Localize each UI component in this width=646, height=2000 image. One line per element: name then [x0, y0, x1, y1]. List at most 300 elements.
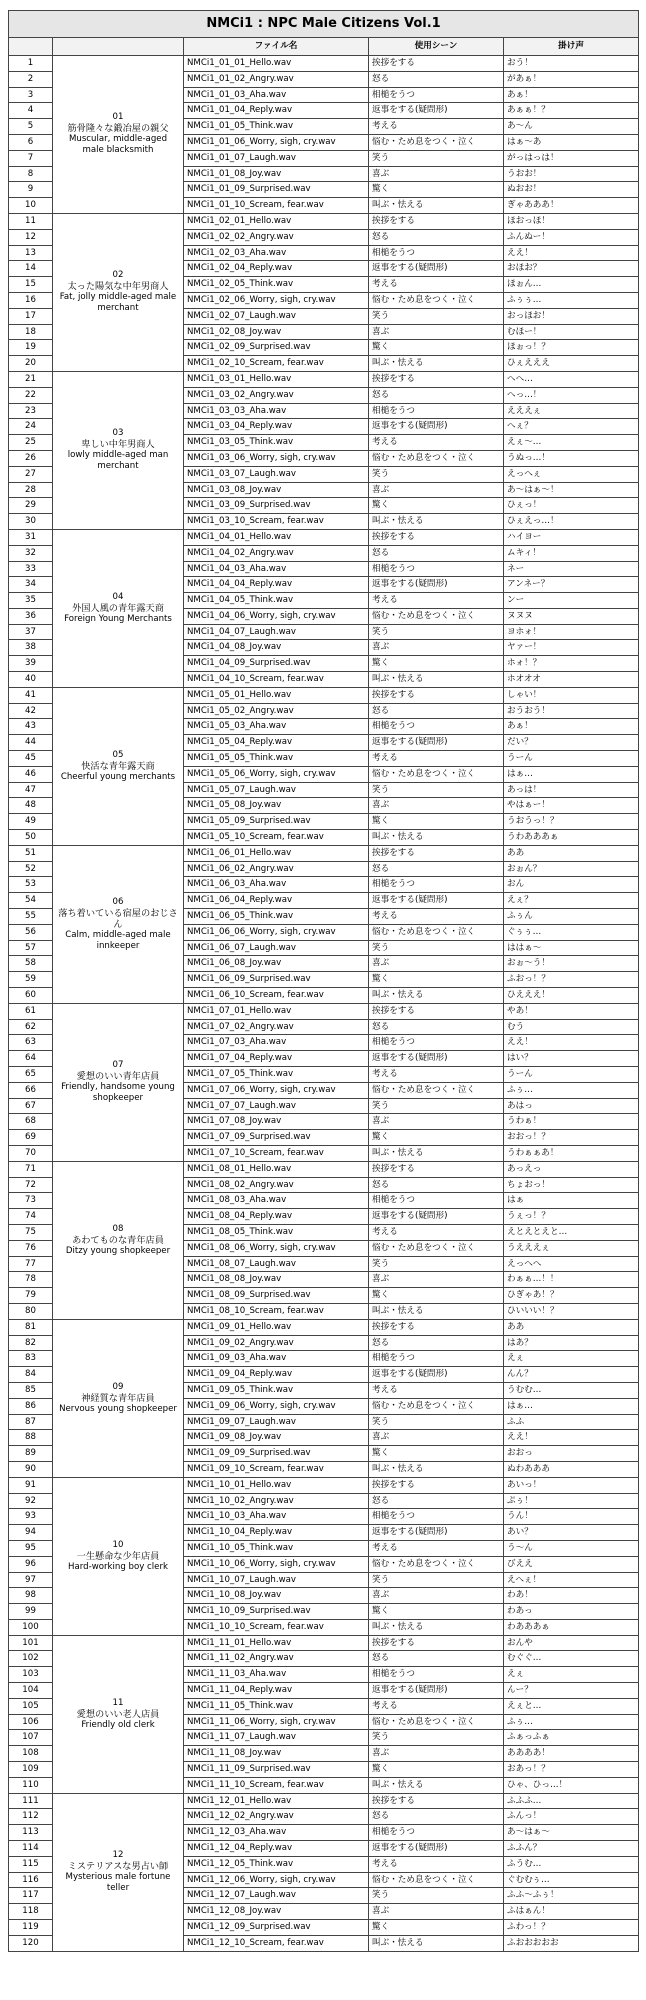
usage-scene: 驚く [369, 814, 504, 830]
usage-scene: 叫ぶ・怯える [369, 830, 504, 846]
usage-scene: 喜ぶ [369, 956, 504, 972]
voice-line: ヤァー！ [504, 640, 639, 656]
voice-line: ふふ [504, 1414, 639, 1430]
group-name-en: Hard-working boy clerk [68, 1561, 168, 1572]
voice-line: わあああぁ [504, 1619, 639, 1635]
voice-line: はあ？ [504, 1335, 639, 1351]
usage-scene: 驚く [369, 1604, 504, 1620]
character-group [53, 1161, 184, 1319]
file-name: NMCi1_11_08_Joy.wav [184, 1746, 369, 1762]
title-row [9, 11, 639, 38]
file-name: NMCi1_12_09_Surprised.wav [184, 1920, 369, 1936]
row-number: 114 [9, 1841, 53, 1857]
file-name: NMCi1_08_06_Worry, sigh, cry.wav [184, 1240, 369, 1256]
row-number: 77 [9, 1256, 53, 1272]
character-group [53, 1635, 184, 1793]
usage-scene: 叫ぶ・怯える [369, 198, 504, 214]
usage-scene: 怒る [369, 71, 504, 87]
character-group [53, 1003, 184, 1161]
row-number: 117 [9, 1888, 53, 1904]
voice-line: あぁぁ！？ [504, 103, 639, 119]
file-name: NMCi1_12_08_Joy.wav [184, 1904, 369, 1920]
file-name: NMCi1_01_01_Hello.wav [184, 56, 369, 72]
file-name: NMCi1_08_01_Hello.wav [184, 1161, 369, 1177]
voice-line: ふぅ… [504, 1082, 639, 1098]
voice-line: ふおっ！？ [504, 972, 639, 988]
usage-scene: 返事をする(疑問形) [369, 893, 504, 909]
row-number: 61 [9, 1003, 53, 1019]
usage-scene: 怒る [369, 1493, 504, 1509]
row-number: 73 [9, 1193, 53, 1209]
voice-line: ええ！ [504, 1035, 639, 1051]
file-name: NMCi1_06_08_Joy.wav [184, 956, 369, 972]
usage-scene: 笑う [369, 1256, 504, 1272]
group-name-en: Foreign Young Merchants [64, 613, 172, 624]
usage-scene: 挨拶をする [369, 56, 504, 72]
row-number: 96 [9, 1556, 53, 1572]
row-number: 71 [9, 1161, 53, 1177]
row-number: 17 [9, 308, 53, 324]
voice-line: ひぇえええ [504, 356, 639, 372]
file-name: NMCi1_08_02_Angry.wav [184, 1177, 369, 1193]
row-number: 104 [9, 1683, 53, 1699]
voice-line: ひぎゃあ！？ [504, 1288, 639, 1304]
usage-scene: 相槌をうつ [369, 245, 504, 261]
usage-scene: 叫ぶ・怯える [369, 988, 504, 1004]
file-name: NMCi1_11_01_Hello.wav [184, 1635, 369, 1651]
group-name-en: lowly middle-aged man merchant [67, 450, 169, 472]
voice-list-table [8, 10, 639, 1952]
file-name: NMCi1_08_07_Laugh.wav [184, 1256, 369, 1272]
row-number: 35 [9, 593, 53, 609]
usage-scene: 挨拶をする [369, 1793, 504, 1809]
usage-scene: 叫ぶ・怯える [369, 1145, 504, 1161]
usage-scene: 笑う [369, 1572, 504, 1588]
row-number: 76 [9, 1240, 53, 1256]
file-name: NMCi1_12_06_Worry, sigh, cry.wav [184, 1872, 369, 1888]
file-name: NMCi1_07_03_Aha.wav [184, 1035, 369, 1051]
usage-scene: 驚く [369, 340, 504, 356]
file-name: NMCi1_09_04_Reply.wav [184, 1367, 369, 1383]
usage-scene: 考える [369, 277, 504, 293]
voice-line: あ〜はぁ〜！ [504, 482, 639, 498]
file-name: NMCi1_06_02_Angry.wav [184, 861, 369, 877]
voice-line: ふぅん [504, 909, 639, 925]
file-name: NMCi1_10_07_Laugh.wav [184, 1572, 369, 1588]
usage-scene: 喜ぶ [369, 1272, 504, 1288]
row-number: 21 [9, 371, 53, 387]
file-name: NMCi1_01_05_Think.wav [184, 119, 369, 135]
usage-scene: 返事をする(疑問形) [369, 103, 504, 119]
voice-line: ふふん？ [504, 1841, 639, 1857]
row-number: 38 [9, 640, 53, 656]
usage-scene: 挨拶をする [369, 845, 504, 861]
voice-line: うわあああぁ [504, 830, 639, 846]
file-name: NMCi1_08_10_Scream, fear.wav [184, 1303, 369, 1319]
file-name: NMCi1_09_05_Think.wav [184, 1382, 369, 1398]
table-row [9, 1319, 639, 1335]
header-voice: 掛け声 [504, 38, 639, 56]
file-name: NMCi1_02_06_Worry, sigh, cry.wav [184, 292, 369, 308]
voice-line: はぁ [504, 1193, 639, 1209]
usage-scene: 叫ぶ・怯える [369, 1777, 504, 1793]
usage-scene: 考える [369, 1382, 504, 1398]
usage-scene: 相槌をうつ [369, 87, 504, 103]
file-name: NMCi1_06_07_Laugh.wav [184, 940, 369, 956]
row-number: 112 [9, 1809, 53, 1825]
usage-scene: 相槌をうつ [369, 1509, 504, 1525]
group-number: 08 [112, 1223, 124, 1234]
usage-scene: 驚く [369, 182, 504, 198]
voice-line: ヌヌヌ [504, 608, 639, 624]
row-number: 40 [9, 672, 53, 688]
row-number: 64 [9, 1051, 53, 1067]
voice-line: おっほお！ [504, 308, 639, 324]
voice-line: えへぇ！ [504, 1572, 639, 1588]
voice-line: やあ！ [504, 1003, 639, 1019]
voice-line: ふぅぅ… [504, 292, 639, 308]
voice-line: だい？ [504, 735, 639, 751]
file-name: NMCi1_10_03_Aha.wav [184, 1509, 369, 1525]
file-name: NMCi1_02_07_Laugh.wav [184, 308, 369, 324]
voice-line: えぇ [504, 1667, 639, 1683]
voice-line: ぐむむぅ… [504, 1872, 639, 1888]
group-number: 07 [112, 1060, 124, 1071]
group-number: 04 [112, 591, 124, 602]
voice-line: うん！ [504, 1509, 639, 1525]
row-number: 86 [9, 1398, 53, 1414]
row-number: 49 [9, 814, 53, 830]
row-number: 81 [9, 1319, 53, 1335]
group-name-en: Cheerful young merchants [60, 771, 176, 782]
row-number: 119 [9, 1920, 53, 1936]
row-number: 110 [9, 1777, 53, 1793]
file-name: NMCi1_02_04_Reply.wav [184, 261, 369, 277]
file-name: NMCi1_03_06_Worry, sigh, cry.wav [184, 450, 369, 466]
usage-scene: 返事をする(疑問形) [369, 577, 504, 593]
usage-scene: 挨拶をする [369, 1161, 504, 1177]
usage-scene: 悩む・ため息をつく・泣く [369, 1398, 504, 1414]
voice-line: えええぇ [504, 403, 639, 419]
character-group [53, 1319, 184, 1477]
row-number: 18 [9, 324, 53, 340]
voice-line: ちょおっ！ [504, 1177, 639, 1193]
usage-scene: 笑う [369, 466, 504, 482]
row-number: 22 [9, 387, 53, 403]
row-number: 92 [9, 1493, 53, 1509]
group-number: 06 [112, 896, 124, 907]
voice-line: ひぇえっ…！ [504, 514, 639, 530]
usage-scene: 相槌をうつ [369, 1035, 504, 1051]
row-number: 48 [9, 798, 53, 814]
voice-line: おおっ [504, 1446, 639, 1462]
row-number: 69 [9, 1130, 53, 1146]
character-group [53, 56, 184, 214]
usage-scene: 挨拶をする [369, 1477, 504, 1493]
file-name: NMCi1_02_09_Surprised.wav [184, 340, 369, 356]
voice-line: おおっ！？ [504, 1130, 639, 1146]
row-number: 90 [9, 1461, 53, 1477]
file-name: NMCi1_09_03_Aha.wav [184, 1351, 369, 1367]
usage-scene: 悩む・ため息をつく・泣く [369, 924, 504, 940]
group-number: 03 [112, 428, 124, 439]
group-name-jp: 落ち着いている宿屋のおじさん [58, 907, 178, 930]
group-name-en: Muscular, middle-aged male blacksmith [68, 134, 168, 156]
voice-line: ぷぅ！ [504, 1493, 639, 1509]
file-name: NMCi1_11_09_Surprised.wav [184, 1762, 369, 1778]
row-number: 41 [9, 687, 53, 703]
usage-scene: 相槌をうつ [369, 561, 504, 577]
usage-scene: 笑う [369, 1098, 504, 1114]
voice-line: えぇ〜… [504, 435, 639, 451]
row-number: 116 [9, 1872, 53, 1888]
row-number: 4 [9, 103, 53, 119]
usage-scene: 怒る [369, 229, 504, 245]
row-number: 115 [9, 1856, 53, 1872]
usage-scene: 考える [369, 1540, 504, 1556]
character-group [53, 213, 184, 371]
voice-line: えっへへ [504, 1256, 639, 1272]
group-name-jp: 一生懸命な少年店員 [76, 1550, 160, 1562]
row-number: 46 [9, 766, 53, 782]
group-name-jp: あわてものな青年店員 [72, 1234, 164, 1246]
file-name: NMCi1_11_03_Aha.wav [184, 1667, 369, 1683]
row-number: 54 [9, 893, 53, 909]
row-number: 32 [9, 545, 53, 561]
row-number: 6 [9, 134, 53, 150]
row-number: 108 [9, 1746, 53, 1762]
voice-line: ええ！ [504, 1430, 639, 1446]
usage-scene: 考える [369, 1224, 504, 1240]
voice-line: ひぇっ！ [504, 498, 639, 514]
row-number: 82 [9, 1335, 53, 1351]
file-name: NMCi1_02_10_Scream, fear.wav [184, 356, 369, 372]
voice-line: んん？ [504, 1367, 639, 1383]
file-name: NMCi1_08_09_Surprised.wav [184, 1288, 369, 1304]
voice-line: うえええぇ [504, 1240, 639, 1256]
row-number: 16 [9, 292, 53, 308]
usage-scene: 喜ぶ [369, 1904, 504, 1920]
usage-scene: 返事をする(疑問形) [369, 1683, 504, 1699]
file-name: NMCi1_12_01_Hello.wav [184, 1793, 369, 1809]
voice-line: ひいいい！？ [504, 1303, 639, 1319]
voice-line: アンネー？ [504, 577, 639, 593]
voice-line: ひえええ！ [504, 988, 639, 1004]
row-number: 67 [9, 1098, 53, 1114]
row-number: 80 [9, 1303, 53, 1319]
file-name: NMCi1_11_06_Worry, sigh, cry.wav [184, 1714, 369, 1730]
usage-scene: 喜ぶ [369, 1588, 504, 1604]
row-number: 105 [9, 1698, 53, 1714]
row-number: 75 [9, 1224, 53, 1240]
row-number: 9 [9, 182, 53, 198]
file-name: NMCi1_05_04_Reply.wav [184, 735, 369, 751]
row-number: 91 [9, 1477, 53, 1493]
file-name: NMCi1_03_10_Scream, fear.wav [184, 514, 369, 530]
row-number: 24 [9, 419, 53, 435]
file-name: NMCi1_06_01_Hello.wav [184, 845, 369, 861]
usage-scene: 返事をする(疑問形) [369, 419, 504, 435]
file-name: NMCi1_09_08_Joy.wav [184, 1430, 369, 1446]
usage-scene: 相槌をうつ [369, 719, 504, 735]
row-number: 19 [9, 340, 53, 356]
voice-line: わあっ [504, 1604, 639, 1620]
file-name: NMCi1_02_01_Hello.wav [184, 213, 369, 229]
voice-line: あ〜はぁ〜 [504, 1825, 639, 1841]
voice-line: えっへぇ [504, 466, 639, 482]
usage-scene: 挨拶をする [369, 213, 504, 229]
file-name: NMCi1_05_06_Worry, sigh, cry.wav [184, 766, 369, 782]
file-name: NMCi1_12_10_Scream, fear.wav [184, 1935, 369, 1951]
table-row [9, 1161, 639, 1177]
voice-line: あいっ！ [504, 1477, 639, 1493]
voice-line: うわぁぁあ！ [504, 1145, 639, 1161]
usage-scene: 笑う [369, 782, 504, 798]
file-name: NMCi1_04_04_Reply.wav [184, 577, 369, 593]
row-number: 63 [9, 1035, 53, 1051]
voice-line: ぎゃあああ！ [504, 198, 639, 214]
usage-scene: 喜ぶ [369, 324, 504, 340]
voice-line: うぬっ…！ [504, 450, 639, 466]
file-name: NMCi1_08_08_Joy.wav [184, 1272, 369, 1288]
usage-scene: 怒る [369, 703, 504, 719]
row-number: 20 [9, 356, 53, 372]
row-number: 99 [9, 1604, 53, 1620]
row-number: 43 [9, 719, 53, 735]
voice-line: ふふ〜ふぅ！ [504, 1888, 639, 1904]
file-name: NMCi1_05_03_Aha.wav [184, 719, 369, 735]
usage-scene: 返事をする(疑問形) [369, 1525, 504, 1541]
voice-line: へぇ？ [504, 419, 639, 435]
group-name-jp: 外国人風の青年露天商 [72, 602, 164, 614]
voice-line: ははぁ〜 [504, 940, 639, 956]
usage-scene: 挨拶をする [369, 1003, 504, 1019]
file-name: NMCi1_05_09_Surprised.wav [184, 814, 369, 830]
usage-scene: 怒る [369, 1335, 504, 1351]
usage-scene: 叫ぶ・怯える [369, 514, 504, 530]
usage-scene: 考える [369, 1698, 504, 1714]
group-number: 11 [112, 1697, 124, 1708]
file-name: NMCi1_01_10_Scream, fear.wav [184, 198, 369, 214]
usage-scene: 返事をする(疑問形) [369, 1051, 504, 1067]
voice-line: へっ…！ [504, 387, 639, 403]
usage-scene: 笑う [369, 1414, 504, 1430]
voice-line: おぉ〜う！ [504, 956, 639, 972]
usage-scene: 驚く [369, 1130, 504, 1146]
file-name: NMCi1_08_04_Reply.wav [184, 1209, 369, 1225]
file-name: NMCi1_10_10_Scream, fear.wav [184, 1619, 369, 1635]
row-number: 37 [9, 624, 53, 640]
row-number: 120 [9, 1935, 53, 1951]
voice-line: わぁぁ…！！ [504, 1272, 639, 1288]
file-name: NMCi1_12_02_Angry.wav [184, 1809, 369, 1825]
usage-scene: 悩む・ため息をつく・泣く [369, 450, 504, 466]
file-name: NMCi1_09_07_Laugh.wav [184, 1414, 369, 1430]
row-number: 52 [9, 861, 53, 877]
usage-scene: 悩む・ため息をつく・泣く [369, 292, 504, 308]
table-row [9, 529, 639, 545]
row-number: 103 [9, 1667, 53, 1683]
file-name: NMCi1_02_08_Joy.wav [184, 324, 369, 340]
voice-line: ふぁっふぁ [504, 1730, 639, 1746]
file-name: NMCi1_06_04_Reply.wav [184, 893, 369, 909]
usage-scene: 怒る [369, 1651, 504, 1667]
page-title: NMCi1 : NPC Male Citizens Vol.1 [9, 11, 639, 38]
file-name: NMCi1_10_05_Think.wav [184, 1540, 369, 1556]
usage-scene: 考える [369, 1067, 504, 1083]
voice-line: あっは！ [504, 782, 639, 798]
voice-line: はい？ [504, 1051, 639, 1067]
voice-line: おんや [504, 1635, 639, 1651]
file-name: NMCi1_04_05_Think.wav [184, 593, 369, 609]
row-number: 42 [9, 703, 53, 719]
file-name: NMCi1_03_03_Aha.wav [184, 403, 369, 419]
row-number: 5 [9, 119, 53, 135]
usage-scene: 挨拶をする [369, 1319, 504, 1335]
file-name: NMCi1_09_10_Scream, fear.wav [184, 1461, 369, 1477]
row-number: 29 [9, 498, 53, 514]
file-name: NMCi1_05_02_Angry.wav [184, 703, 369, 719]
row-number: 111 [9, 1793, 53, 1809]
file-name: NMCi1_07_08_Joy.wav [184, 1114, 369, 1130]
voice-line: あはっ [504, 1098, 639, 1114]
file-name: NMCi1_01_06_Worry, sigh, cry.wav [184, 134, 369, 150]
voice-line: おうおう！ [504, 703, 639, 719]
voice-line: ホォ！？ [504, 656, 639, 672]
file-name: NMCi1_11_05_Think.wav [184, 1698, 369, 1714]
voice-line: はぁ… [504, 766, 639, 782]
file-name: NMCi1_06_03_Aha.wav [184, 877, 369, 893]
table-row [9, 213, 639, 229]
file-name: NMCi1_11_07_Laugh.wav [184, 1730, 369, 1746]
file-name: NMCi1_07_02_Angry.wav [184, 1019, 369, 1035]
usage-scene: 喜ぶ [369, 1430, 504, 1446]
voice-line: があぁ！ [504, 71, 639, 87]
row-number: 74 [9, 1209, 53, 1225]
character-group [53, 1477, 184, 1635]
voice-line: ヨホォ！ [504, 624, 639, 640]
usage-scene: 喜ぶ [369, 1114, 504, 1130]
character-group [53, 687, 184, 845]
row-number: 12 [9, 229, 53, 245]
file-name: NMCi1_06_06_Worry, sigh, cry.wav [184, 924, 369, 940]
file-name: NMCi1_04_09_Surprised.wav [184, 656, 369, 672]
file-name: NMCi1_01_08_Joy.wav [184, 166, 369, 182]
file-name: NMCi1_12_03_Aha.wav [184, 1825, 369, 1841]
row-number: 55 [9, 909, 53, 925]
row-number: 79 [9, 1288, 53, 1304]
file-name: NMCi1_04_10_Scream, fear.wav [184, 672, 369, 688]
file-name: NMCi1_09_06_Worry, sigh, cry.wav [184, 1398, 369, 1414]
usage-scene: 怒る [369, 545, 504, 561]
usage-scene: 考える [369, 1856, 504, 1872]
row-number: 72 [9, 1177, 53, 1193]
voice-line: むほー！ [504, 324, 639, 340]
row-number: 28 [9, 482, 53, 498]
file-name: NMCi1_01_09_Surprised.wav [184, 182, 369, 198]
group-name-jp: 神経質な青年店員 [81, 1392, 155, 1404]
voice-line: ふおおおおお [504, 1935, 639, 1951]
voice-line: あっえっ [504, 1161, 639, 1177]
voice-list-body [9, 56, 639, 1952]
group-name-en: Nervous young shopkeeper [59, 1403, 177, 1414]
usage-scene: 挨拶をする [369, 687, 504, 703]
header-group [53, 38, 184, 56]
usage-scene: 返事をする(疑問形) [369, 735, 504, 751]
file-name: NMCi1_07_06_Worry, sigh, cry.wav [184, 1082, 369, 1098]
row-number: 98 [9, 1588, 53, 1604]
file-name: NMCi1_11_04_Reply.wav [184, 1683, 369, 1699]
